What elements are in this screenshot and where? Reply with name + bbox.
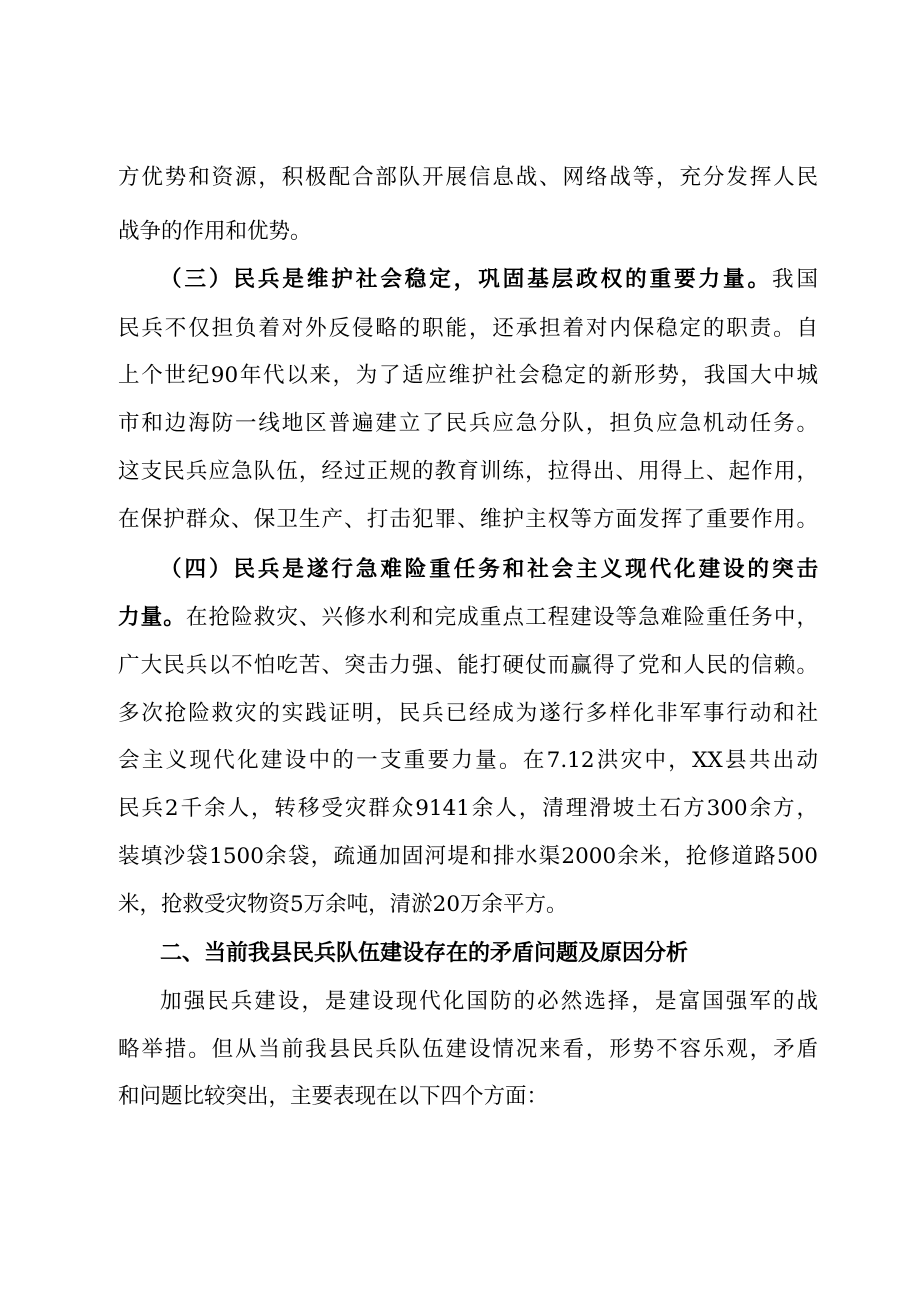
subheading-line: （三）民兵是维护社会稳定，巩固基层政权的重要力量。我国	[160, 267, 818, 292]
body-text-line: 多次抢险救灾的实践证明，民兵已经成为遂行多样化非军事行动和社	[118, 701, 818, 726]
body-text-line: 广大民兵以不怕吃苦、突击力强、能打硬仗而赢得了党和人民的信赖。	[118, 653, 818, 678]
body-text-line: 上个世纪90年代以来，为了适应维护社会稳定的新形势，我国大中城	[118, 363, 818, 388]
body-text-line: 民兵不仅担负着对外反侵略的职能，还承担着对内保稳定的职责。自	[118, 316, 818, 341]
body-text-line: 民兵2千余人，转移受灾群众9141余人，清理滑坡土石方300余方，	[118, 796, 818, 821]
body-text-line: 力量。在抢险救灾、兴修水利和完成重点工程建设等急难险重任务中，	[118, 605, 818, 630]
subheading-line	[160, 552, 818, 588]
body-text-line: 略举措。但从当前我县民兵队伍建设情况来看，形势不容乐观，矛盾	[118, 1037, 818, 1062]
body-text-line: 战争的作用和优势。	[118, 219, 312, 244]
subheading-bold-text: （四）民兵是遂行急难险重任务和社会主义现代化建设的突击	[160, 557, 818, 582]
body-text-line: 装填沙袋1500余袋，疏通加固河堤和排水渠2000余米，抢修道路500	[118, 844, 818, 869]
body-text-line: 加强民兵建设，是建设现代化国防的必然选择，是富国强军的战	[160, 989, 818, 1014]
body-text-line: 市和边海防一线地区普遍建立了民兵应急分队，担负应急机动任务。	[118, 411, 818, 436]
body-text-line: 和问题比较突出，主要表现在以下四个方面：	[118, 1084, 549, 1109]
body-text-line: 方优势和资源，积极配合部队开展信息战、网络战等，充分发挥人民	[118, 165, 818, 190]
body-text-line: 在保护群众、保卫生产、打击犯罪、维护主权等方面发挥了重要作用。	[118, 507, 818, 532]
body-text-line: 米，抢救受灾物资5万余吨，清淤20万余平方。	[118, 892, 568, 917]
section-heading: 二、当前我县民兵队伍建设存在的矛盾问题及原因分析	[160, 941, 689, 966]
body-text-line: 会主义现代化建设中的一支重要力量。在7.12洪灾中，XX县共出动	[118, 748, 818, 773]
subheading-bold-text: （三）民兵是维护社会稳定，巩固基层政权的重要力量。	[160, 267, 772, 292]
subheading-bold-text: 力量。	[118, 605, 186, 630]
body-text-line: 这支民兵应急队伍，经过正规的教育训练，拉得出、用得上、起作用，	[118, 459, 818, 484]
